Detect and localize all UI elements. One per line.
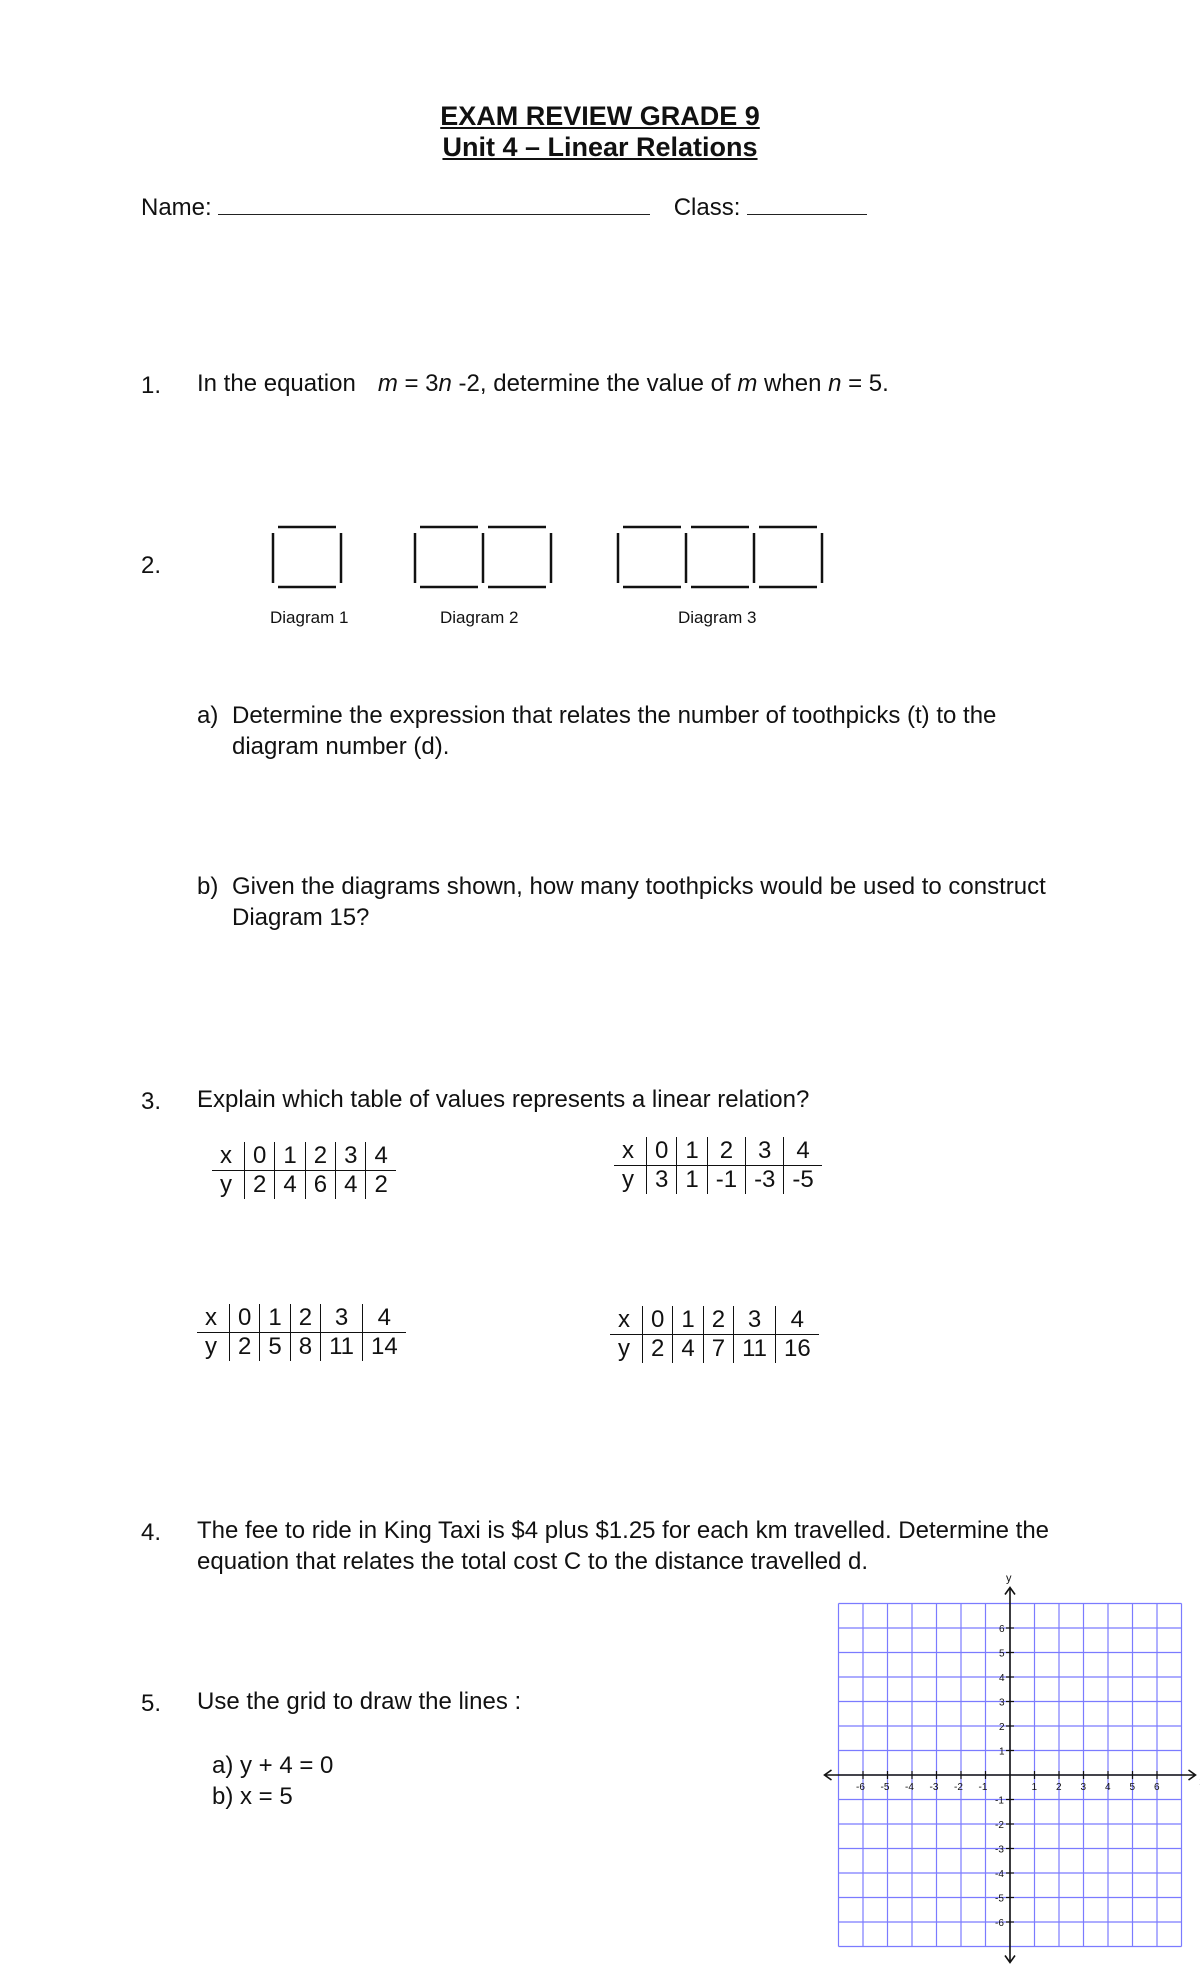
table-cell: 2: [230, 1333, 260, 1362]
y-tick-label: -1: [995, 1795, 1004, 1807]
y-tick-label: 1: [999, 1746, 1005, 1758]
table-cell: -3: [746, 1166, 784, 1195]
q2b-label: b): [197, 873, 219, 900]
table-cell: y: [205, 1333, 217, 1360]
table-cell: 1: [673, 1306, 703, 1335]
q5b-text: b) x = 5: [212, 1783, 293, 1810]
name-blank[interactable]: [218, 192, 650, 215]
table-cell: x: [614, 1137, 647, 1166]
unit-subtitle: Unit 4 – Linear Relations: [442, 132, 758, 162]
y-tick-label: -5: [995, 1893, 1004, 1905]
y-tick-label: -3: [995, 1844, 1004, 1856]
y-axis-label: y: [1006, 1572, 1012, 1585]
table-cell: 3: [746, 1137, 784, 1166]
name-line: [141, 192, 867, 222]
values-table-2: [614, 1137, 822, 1194]
y-tick-label: -6: [995, 1918, 1004, 1929]
table-cell: 2: [290, 1304, 320, 1333]
table-cell: -5: [784, 1166, 822, 1195]
x-tick-label: -4: [905, 1782, 914, 1793]
table-cell: 3: [336, 1142, 366, 1171]
table-row: [197, 1333, 406, 1362]
values-table-3: [197, 1304, 406, 1361]
table-cell: y: [618, 1335, 630, 1362]
table-cell: 2: [643, 1335, 673, 1364]
table-cell: 2: [703, 1306, 733, 1335]
diagram-1-label: Diagram 1: [270, 608, 349, 627]
table-cell: 7: [703, 1335, 733, 1364]
table-cell: 2: [366, 1171, 396, 1200]
y-tick-label: -2: [995, 1820, 1004, 1831]
table-cell: 8: [290, 1333, 320, 1362]
q2-number: 2.: [141, 552, 162, 579]
table-cell: 4: [673, 1335, 703, 1364]
q2b-text-2: Diagram 15?: [232, 904, 370, 931]
q3-number: 3.: [141, 1088, 162, 1115]
x-tick-label: -1: [978, 1782, 988, 1793]
q4-text-1: The fee to ride in King Taxi is $4 plus $1.25 for each km travelled. Determine the: [197, 1517, 1050, 1544]
table-cell: 2: [245, 1171, 275, 1200]
table-cell: -1: [707, 1166, 745, 1195]
x-tick-label: 1: [1031, 1782, 1038, 1793]
y-tick-label: 6: [999, 1624, 1005, 1635]
y-tick-label: 3: [999, 1697, 1005, 1709]
y-tick-label: -4: [995, 1869, 1004, 1880]
table-cell: 1: [677, 1137, 707, 1166]
table-cell: y: [622, 1166, 634, 1193]
toothpick-diagrams: [260, 515, 830, 595]
x-tick-label: -2: [954, 1782, 963, 1793]
y-tick-label: 5: [999, 1648, 1005, 1660]
coordinate-grid[interactable]: [856, 1572, 1180, 1965]
class-label: Class:: [673, 194, 741, 221]
table-cell: x: [197, 1304, 230, 1333]
table-cell: 14: [363, 1333, 406, 1362]
q4-text-2: equation that relates the total cost C to the distance travelled d.: [197, 1548, 869, 1575]
q5-number: 5.: [141, 1690, 162, 1717]
table-cell: 5: [260, 1333, 290, 1362]
q1-text: In the equation m = 3n -2, determine the value of m when n = 5.: [197, 370, 889, 397]
values-table-4: [610, 1306, 819, 1363]
q2b-text-1: Given the diagrams shown, how many toothpicks would be used to construct: [232, 873, 1046, 900]
table-cell: 0: [643, 1306, 673, 1335]
diagram-3-label: Diagram 3: [678, 608, 757, 627]
q3-text: Explain which table of values represents a linear relation?: [197, 1086, 810, 1113]
table-cell: 4: [363, 1304, 406, 1333]
table-cell: 4: [336, 1171, 366, 1200]
table-cell: 11: [321, 1333, 363, 1362]
x-tick-label: 3: [1080, 1782, 1087, 1793]
table-cell: 4: [784, 1137, 822, 1166]
table-cell: 2: [707, 1137, 745, 1166]
name-label: Name:: [141, 194, 212, 221]
table-row: [614, 1137, 822, 1166]
q5a-text: a) y + 4 = 0: [212, 1752, 334, 1779]
table-row: [197, 1304, 406, 1333]
x-tick-label: 4: [1105, 1782, 1111, 1793]
q2a-text-1: Determine the expression that relates the number of toothpicks (t) to the: [232, 702, 997, 729]
table-cell: 6: [305, 1171, 335, 1200]
table-row: [610, 1335, 819, 1364]
table-cell: 0: [647, 1137, 677, 1166]
table-row: [614, 1166, 822, 1195]
table-cell: 3: [321, 1304, 363, 1333]
table-cell: 11: [734, 1335, 776, 1364]
q4-number: 4.: [141, 1519, 162, 1546]
table-cell: 3: [734, 1306, 776, 1335]
y-tick-label: 4: [999, 1673, 1005, 1684]
x-tick-label: 5: [1129, 1782, 1136, 1793]
table-row: [212, 1142, 396, 1171]
table-cell: 0: [245, 1142, 275, 1171]
diagram-2-label: Diagram 2: [440, 608, 519, 627]
table-cell: 0: [230, 1304, 260, 1333]
values-table-1: [212, 1142, 396, 1199]
q5-text: Use the grid to draw the lines :: [197, 1688, 522, 1715]
q2a-label: a): [197, 702, 219, 729]
table-row: [610, 1306, 819, 1335]
y-tick-label: 2: [999, 1722, 1005, 1733]
table-row: [212, 1171, 396, 1200]
table-cell: 16: [776, 1335, 819, 1364]
table-cell: 4: [275, 1171, 305, 1200]
table-cell: 4: [366, 1142, 396, 1171]
exam-title: EXAM REVIEW GRADE 9: [440, 101, 760, 131]
table-cell: y: [220, 1171, 232, 1198]
x-tick-label: -6: [856, 1782, 865, 1793]
x-tick-label: 2: [1056, 1782, 1062, 1793]
table-cell: 1: [260, 1304, 290, 1333]
table-cell: 3: [647, 1166, 677, 1195]
table-cell: 4: [776, 1306, 819, 1335]
table-cell: x: [212, 1142, 245, 1171]
table-cell: 1: [275, 1142, 305, 1171]
q2a-text-2: diagram number (d).: [232, 733, 450, 760]
class-blank[interactable]: [747, 192, 867, 215]
table-cell: 2: [305, 1142, 335, 1171]
table-cell: x: [610, 1306, 643, 1335]
table-cell: 1: [677, 1166, 707, 1195]
x-tick-label: -5: [880, 1782, 890, 1793]
q1-number: 1.: [141, 372, 162, 399]
x-tick-label: 6: [1154, 1782, 1160, 1793]
x-tick-label: -3: [929, 1782, 939, 1793]
